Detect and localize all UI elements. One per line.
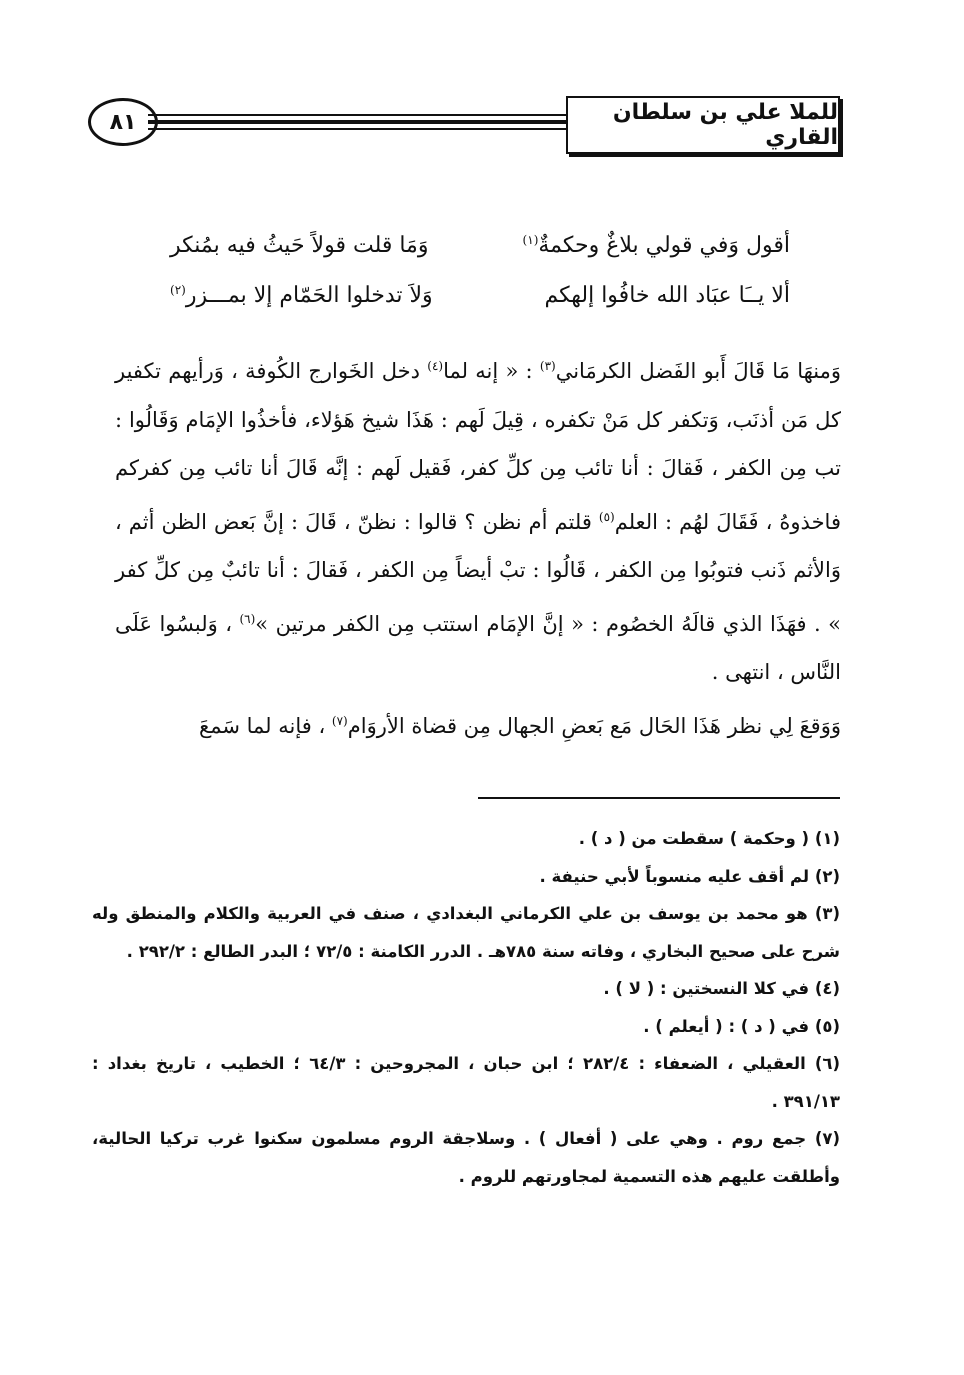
footnote: (٧) جمع روم . وهي على ( أفعال ) . وسلاجقة الروم مسلمون سكنوا غرب تركيا الحالية، وأطلقت عليهم هذه التسمية لمجاورتهم للروم . bbox=[92, 1129, 840, 1186]
footnote-separator bbox=[478, 797, 840, 799]
second-hemistich: وَمَا قلت قولاً حَيثُ فيه بمُنكر bbox=[170, 232, 429, 258]
footnote-ref[interactable]: (٤) bbox=[427, 359, 444, 373]
header-rule bbox=[148, 128, 568, 130]
footnote: (٢) لم أقف عليه منسوباً لأبي حنيفة . bbox=[539, 866, 840, 886]
header-rule bbox=[148, 114, 568, 116]
page-header bbox=[88, 96, 840, 154]
footnote-ref[interactable]: (٢) bbox=[170, 282, 186, 297]
footnote: (١) ( وحكمة ) سقطت من ( د ) . bbox=[578, 829, 840, 848]
second-hemistich: وَلاَ تدخلوا الحَمّام إلا بمـــزر$^{(٢)}$ bbox=[170, 282, 433, 308]
page-number: ٨١ bbox=[88, 98, 158, 146]
footnote-ref[interactable]: (٣) bbox=[539, 359, 556, 373]
verse-line bbox=[170, 220, 790, 270]
running-title: للملا علي بن سلطان القاري bbox=[566, 96, 840, 154]
verse-line bbox=[170, 270, 790, 320]
footnote-ref[interactable]: (٦) bbox=[239, 611, 256, 626]
footnote: (٣) هو محمد بن يوسف بن علي الكرماني البغدادي ، صنف في العربية والكلام والمنطق وله شرح على صحيح البخاري ، وفاته سنة ٧٨٥هـ . الدرر الكامنة : ٧٢/٥ ؛ البدر الطالع : ٢٩٢/٢ . bbox=[92, 904, 840, 961]
footnote-ref[interactable]: (٧) bbox=[331, 713, 348, 728]
footnote-ref[interactable]: (١) bbox=[522, 232, 539, 247]
footnote: (٤) في كلا النسختين : ( لا ) . bbox=[603, 979, 840, 998]
footnote: (٥) في ( د ) : ( أيعلم ) . bbox=[643, 1016, 840, 1036]
paragraph: وَمنهَا مَا قَالَ أَبو الفَضل الكرمَاني$^{(٣)}$ : « إنه لما$^{(٤)}$ دخل الخَوارج الكُوفة ، وَرأيهم تكفير كل مَن أذنَب، وَتكفر كل مَنْ تكفره ، قِيلَ لَهم : هَذَا شيخ هَؤلاء، فأخذُوا الإمَام وَقَالُوا : تب مِن الكفر ، فَقالَ : أنا تائب مِن كلِّ كفر، فَقيل لَهم : إنَّه قَالَ أنا تائب مِن كفركم فاخذوهُ ، فَقَالَ لهُم : العلم$^{(٥)}$ قلتم أم نظن ؟ قالوا : نظنّ ، قَالَ : إنَّ بَعض الظن أثم ، وَالأثم ذَنب فتوبُوا مِن الكفر ، قَالُوا : تبْ أيضاً مِن الكفر ، فَقالَ : أنا تائبٌ مِن كلِّ كفر » . فهَذَا الذي قالَهُ الخصُوم : « إنَّ الإمَام استتب مِن الكفر مرتين »$^{(٦)}$ ، وَلبسُوا عَلَى النَّاس ، انتهى . bbox=[115, 359, 841, 684]
footnote: (٦) العقيلي ، الضعفاء : ٢٨٢/٤ ؛ ابن حبان ، المجروحين : ٦٤/٣ ؛ الخطيب ، تاريخ بغداد : ٣٩١/١٣ . bbox=[92, 1054, 840, 1111]
main-text bbox=[115, 342, 841, 750]
header-rule bbox=[148, 120, 568, 124]
first-hemistich: أقول وَفي قولي بلاغٌ وحكمةٌ$^{(١)}$ bbox=[522, 232, 790, 258]
paragraph: وَوَقعَ لِي نظر هَذَا الحَال مَع بَعضِ الجهال مِن قضاة الأروَام$^{(٧)}$ ، فإنه لما سَمعَ bbox=[199, 713, 841, 738]
footnotes bbox=[92, 820, 840, 1195]
footnote-ref[interactable]: (٥) bbox=[598, 509, 615, 524]
first-hemistich: ألا يــَا عبَاد الله خافُوا إلهكم bbox=[544, 282, 790, 308]
poem-verses bbox=[170, 220, 790, 320]
